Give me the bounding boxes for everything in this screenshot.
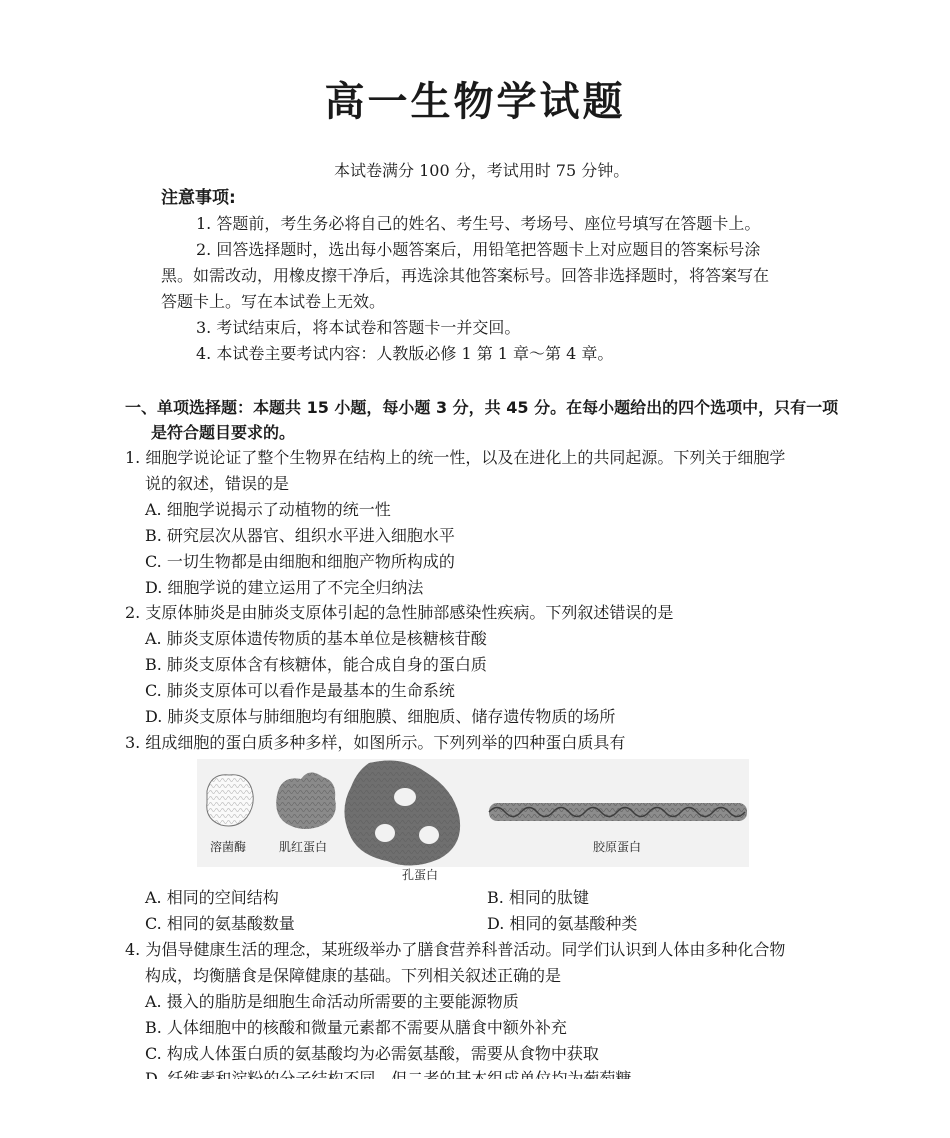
question-2-option-d: D. 肺炎支原体与肺细胞均有细胞膜、细胞质、储存遗传物质的场所 (145, 707, 616, 726)
myoglobin-structure-icon (276, 772, 336, 829)
collagen-structure-icon (489, 803, 747, 821)
question-1-stem-cont: 说的叙述，错误的是 (145, 474, 290, 493)
question-3-option-a: A. 相同的空间结构 (145, 888, 279, 907)
question-1-option-a: A. 细胞学说揭示了动植物的统一性 (145, 500, 391, 519)
question-2-option-c: C. 肺炎支原体可以看作是最基本的生命系统 (145, 681, 455, 700)
notice-heading: 注意事项: (161, 188, 236, 208)
lysozyme-structure-icon (207, 775, 253, 826)
question-4-option-b: B. 人体细胞中的核酸和微量元素都不需要从膳食中额外补充 (145, 1018, 567, 1037)
figure-label-collagen: 胶原蛋白 (593, 840, 642, 854)
notice-line: 黑。如需改动，用橡皮擦干净后，再选涂其他答案标号。回答非选择题时，将答案写在 (161, 266, 770, 285)
question-1-option-c: C. 一切生物都是由细胞和细胞产物所构成的 (145, 552, 455, 571)
question-3-option-b: B. 相同的肽键 (487, 888, 589, 907)
notice-line: 2. 回答选择题时，选出每小题答案后，用铅笔把答题卡上对应题目的答案标号涂 (196, 240, 761, 259)
porin-structure-icon (344, 761, 460, 866)
question-4-option-a: A. 摄入的脂肪是细胞生命活动所需要的主要能源物质 (145, 992, 519, 1011)
question-3-option-c: C. 相同的氨基酸数量 (145, 914, 295, 933)
question-1-stem: 1. 细胞学说论证了整个生物界在结构上的统一性，以及在进化上的共同起源。下列关于细胞学 (125, 448, 786, 467)
notice-line: 1. 答题前，考生务必将自己的姓名、考生号、考场号、座位号填写在答题卡上。 (196, 214, 761, 233)
question-4-stem: 4. 为倡导健康生活的理念，某班级举办了膳食营养科普活动。同学们认识到人体由多种化合物 (125, 940, 786, 959)
figure-label-myoglobin: 肌红蛋白 (279, 840, 328, 854)
question-3-option-d: D. 相同的氨基酸种类 (487, 914, 638, 933)
section-heading: 一、单项选择题：本题共 15 小题，每小题 3 分，共 45 分。在每小题给出的四个选项中，只有一项 (125, 398, 839, 417)
question-2-stem: 2. 支原体肺炎是由肺炎支原体引起的急性肺部感染性疾病。下列叙述错误的是 (125, 603, 674, 622)
exam-intro: 本试卷满分 100 分，考试用时 75 分钟。 (334, 161, 630, 180)
question-1-option-d: D. 细胞学说的建立运用了不完全归纳法 (145, 578, 424, 597)
question-1-option-b: B. 研究层次从器官、组织水平进入细胞水平 (145, 526, 455, 545)
figure-label-lysozyme: 溶菌酶 (210, 840, 247, 854)
question-2-option-b: B. 肺炎支原体含有核糖体，能合成自身的蛋白质 (145, 655, 487, 674)
question-4-option-c: C. 构成人体蛋白质的氨基酸均为必需氨基酸，需要从食物中获取 (145, 1044, 599, 1063)
question-3-stem: 3. 组成细胞的蛋白质多种多样，如图所示。下列列举的四种蛋白质具有 (125, 733, 626, 752)
page-cutoff-mask (0, 1079, 950, 1138)
notice-line: 4. 本试卷主要考试内容：人教版必修 1 第 1 章～第 4 章。 (196, 344, 614, 363)
page-title: 高一生物学试题 (324, 79, 626, 125)
notice-line: 答题卡上。写在本试卷上无效。 (161, 292, 386, 311)
figure-label-porin: 孔蛋白 (402, 868, 439, 882)
question-4-stem-cont: 构成，均衡膳食是保障健康的基础。下列相关叙述正确的是 (145, 966, 562, 985)
protein-figure (197, 759, 749, 867)
notice-line: 3. 考试结束后，将本试卷和答题卡一并交回。 (196, 318, 521, 337)
section-heading-cont: 是符合题目要求的。 (151, 423, 296, 442)
question-2-option-a: A. 肺炎支原体遗传物质的基本单位是核糖核苷酸 (145, 629, 487, 648)
